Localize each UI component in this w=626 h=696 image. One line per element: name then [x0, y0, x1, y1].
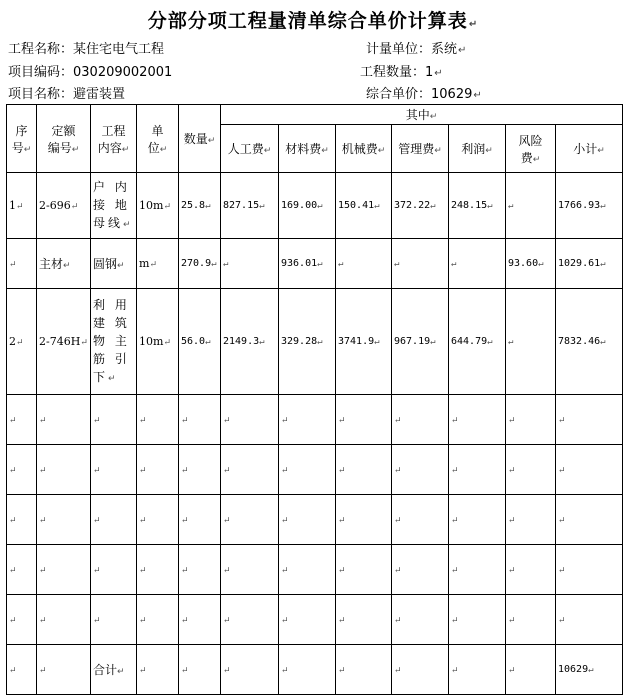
cell-labor: 2149.3↵ — [221, 289, 279, 395]
cell-quota: 主材↵ — [37, 239, 91, 289]
cell-profit: 248.15↵ — [449, 173, 506, 239]
total-subtotal: 10629↵ — [556, 645, 623, 695]
cell-quota: 2-696↵ — [37, 173, 91, 239]
cell-management: 967.19↵ — [392, 289, 449, 395]
cell-risk: 93.60↵ — [506, 239, 556, 289]
empty-row: ↵ ↵ ↵ ↵ ↵ ↵ ↵ ↵ ↵ ↵ ↵ ↵ — [7, 445, 623, 495]
header-risk: 风险 费↵ — [506, 125, 556, 173]
header-labor: 人工费↵ — [221, 125, 279, 173]
cell-material: 169.00↵ — [279, 173, 336, 239]
header-quota: 定额 编号↵ — [37, 105, 91, 173]
cell-machine: 3741.9↵ — [336, 289, 392, 395]
cell-subtotal: 1766.93↵ — [556, 173, 623, 239]
cell-qty: 25.8↵ — [179, 173, 221, 239]
header-unit: 单 位↵ — [137, 105, 179, 173]
cell-seq: 1↵ — [7, 173, 37, 239]
empty-row: ↵ ↵ ↵ ↵ ↵ ↵ ↵ ↵ ↵ ↵ ↵ ↵ — [7, 395, 623, 445]
cell-content: 圆钢↵ — [91, 239, 137, 289]
cell-labor: 827.15↵ — [221, 173, 279, 239]
cell-qty: 56.0↵ — [179, 289, 221, 395]
header-machine: 机械费↵ — [336, 125, 392, 173]
table-row — [7, 173, 623, 239]
cell-labor: ↵ — [221, 239, 279, 289]
price-calculation-table — [6, 104, 623, 695]
project-name: 工程名称：某住宅电气工程 — [8, 42, 165, 57]
header-content: 工程 内容↵ — [91, 105, 137, 173]
header-profit: 利润↵ — [449, 125, 506, 173]
cell-unit: 10m↵ — [137, 289, 179, 395]
header-qty: 数量↵ — [179, 105, 221, 173]
page-title: 分部分项工程量清单综合单价计算表↵ — [147, 10, 479, 32]
cell-machine: ↵ — [336, 239, 392, 289]
unit-price: 综合单价：10629↵ — [366, 87, 482, 102]
cell-risk: ↵ — [506, 173, 556, 239]
item-name: 项目名称：避雷装置 — [8, 87, 126, 102]
header-seq: 序 号↵ — [7, 105, 37, 173]
cell-risk: ↵ — [506, 289, 556, 395]
cell-content: 利 用 建 筑 物 主 筋 引 下↵ — [91, 289, 137, 395]
total-label: 合计↵ — [91, 645, 137, 695]
cell-material: 936.01↵ — [279, 239, 336, 289]
cell-material: 329.28↵ — [279, 289, 336, 395]
table-row — [7, 239, 623, 289]
cell-quota: 2-746H↵ — [37, 289, 91, 395]
header-group: 其中↵ — [221, 105, 623, 125]
cell-profit: ↵ — [449, 239, 506, 289]
header-row-1 — [7, 105, 623, 125]
cell-subtotal: 7832.46↵ — [556, 289, 623, 395]
cell-machine: 150.41↵ — [336, 173, 392, 239]
total-row: ↵ ↵ 合计↵ ↵ ↵ ↵ ↵ ↵ ↵ ↵ ↵ 10629↵ — [7, 645, 623, 695]
empty-row: ↵ ↵ ↵ ↵ ↵ ↵ ↵ ↵ ↵ ↵ ↵ ↵ — [7, 545, 623, 595]
header-material: 材料费↵ — [279, 125, 336, 173]
empty-row: ↵ ↵ ↵ ↵ ↵ ↵ ↵ ↵ ↵ ↵ ↵ ↵ — [7, 595, 623, 645]
cell-management: ↵ — [392, 239, 449, 289]
item-code: 项目编码：030209002001 — [8, 65, 173, 80]
cell-unit: 10m↵ — [137, 173, 179, 239]
empty-row: ↵ ↵ ↵ ↵ ↵ ↵ ↵ ↵ ↵ ↵ ↵ ↵ — [7, 495, 623, 545]
header-management: 管理费↵ — [392, 125, 449, 173]
quantity: 工程数量：1↵ — [360, 65, 443, 80]
table-row — [7, 289, 623, 395]
cell-seq: ↵ — [7, 239, 37, 289]
cell-profit: 644.79↵ — [449, 289, 506, 395]
cell-management: 372.22↵ — [392, 173, 449, 239]
measure-unit: 计量单位：系统↵ — [366, 42, 467, 57]
cell-subtotal: 1029.61↵ — [556, 239, 623, 289]
cell-unit: m↵ — [137, 239, 179, 289]
cell-content: 户 内 接 地 母线↵ — [91, 173, 137, 239]
cell-seq: 2↵ — [7, 289, 37, 395]
header-subtotal: 小计↵ — [556, 125, 623, 173]
cell-qty: 270.9↵ — [179, 239, 221, 289]
